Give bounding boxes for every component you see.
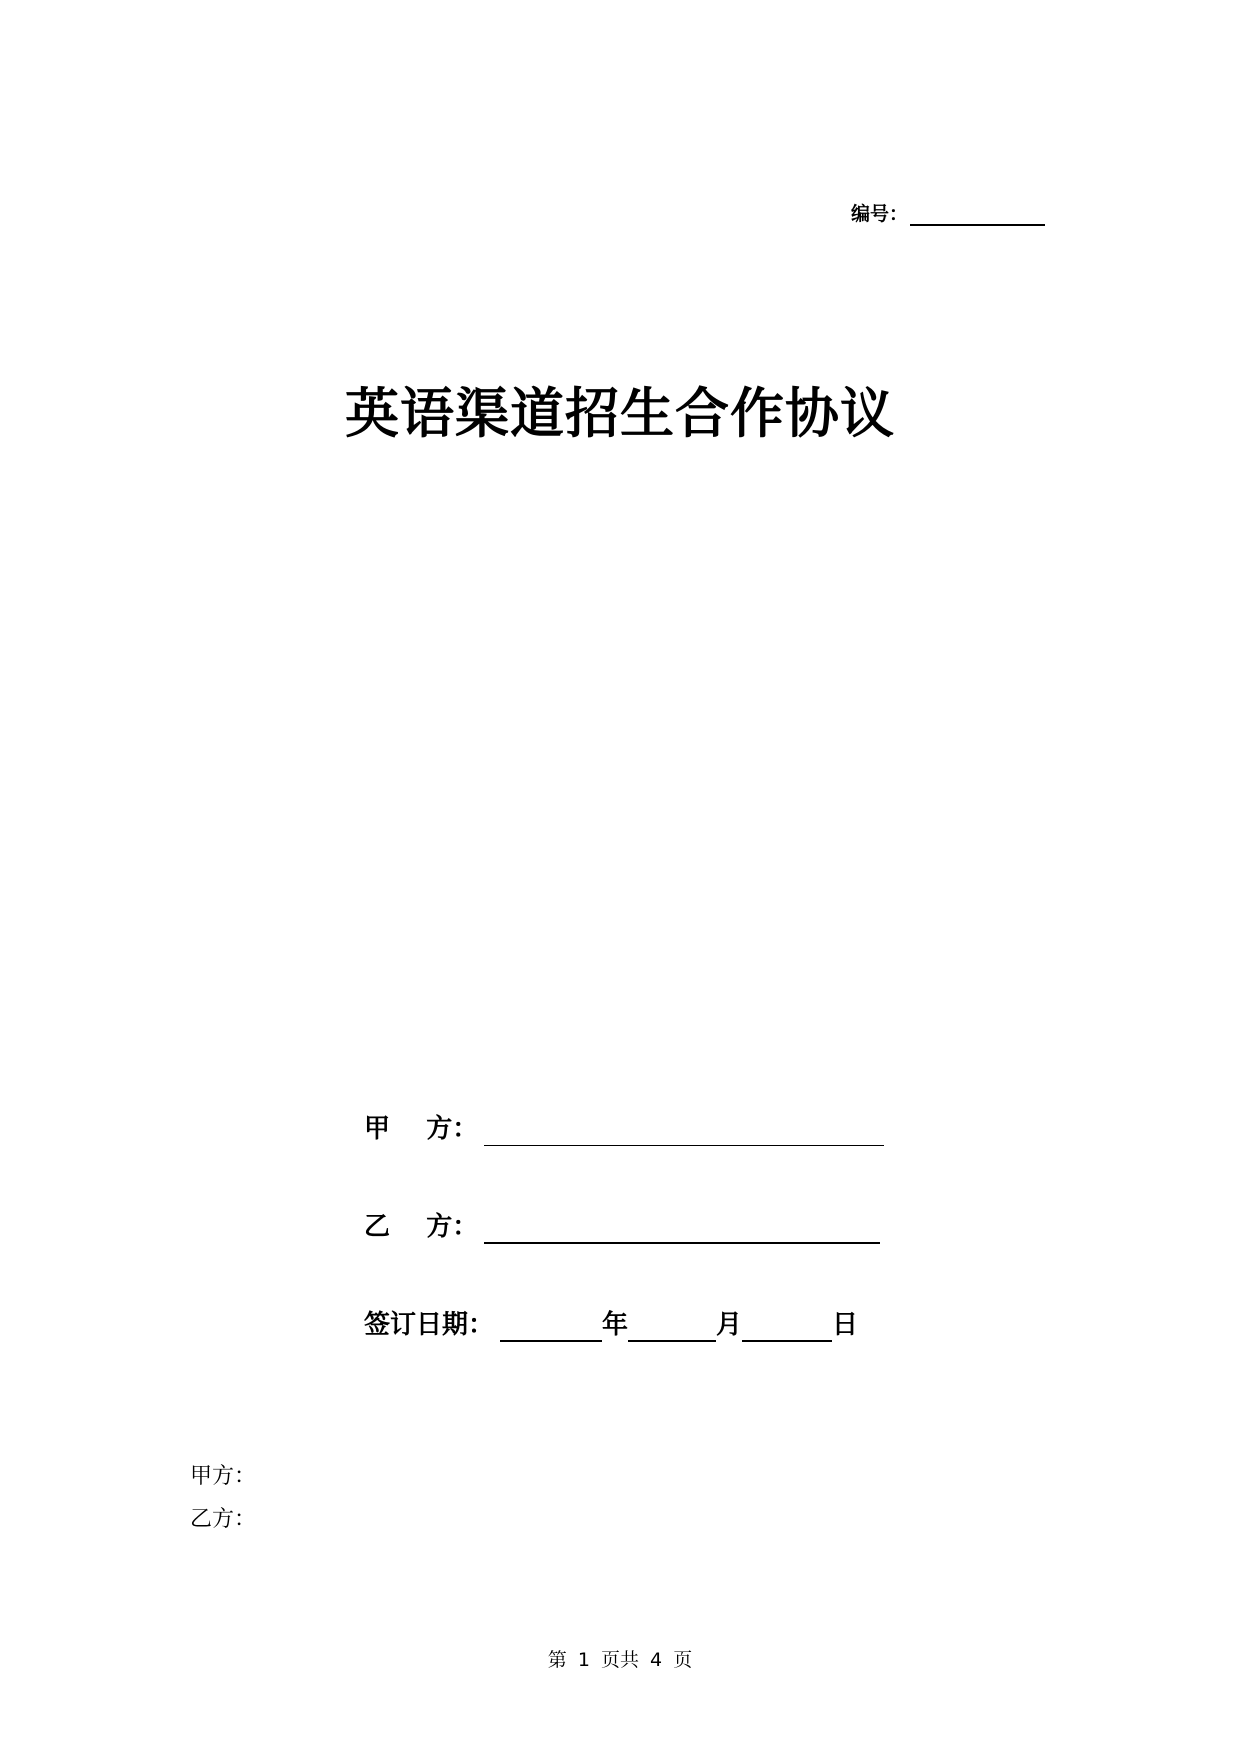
cover-party-b-blank[interactable] [484,1212,880,1244]
body-party-a-label: 甲方： [190,1464,257,1489]
cover-party-a-blank[interactable] [484,1115,884,1146]
sign-date-year-label: 年 [602,1310,629,1340]
sign-date-month-label: 月 [716,1310,743,1340]
page-footer-middle: 页共 [600,1649,639,1671]
cover-party-a-line [364,1110,884,1146]
page-number-footer [0,1648,1240,1672]
document-number-field [851,200,1045,226]
sign-date-day-label: 日 [832,1310,859,1340]
cover-party-b-line [364,1208,880,1244]
sign-date-month-blank[interactable] [628,1310,716,1342]
sign-date-day-blank[interactable] [742,1310,832,1342]
cover-party-a-label: 甲 方： [364,1114,479,1144]
page-footer-current: 1 [577,1649,590,1671]
page-footer-total: 4 [650,1649,663,1671]
sign-date-year-blank[interactable] [500,1310,602,1342]
document-number-label: 编号： [851,203,909,225]
page-footer-prefix: 第 [547,1649,567,1671]
page-footer-suffix: 页 [673,1649,693,1671]
document-number-blank[interactable] [910,202,1045,226]
cover-party-b-label: 乙 方： [364,1212,479,1242]
document-title: 英语渠道招生合作协议 [345,381,895,445]
sign-date-label: 签订日期： [364,1310,495,1340]
sign-date-line [364,1306,858,1342]
body-party-b-label: 乙方： [190,1507,257,1532]
